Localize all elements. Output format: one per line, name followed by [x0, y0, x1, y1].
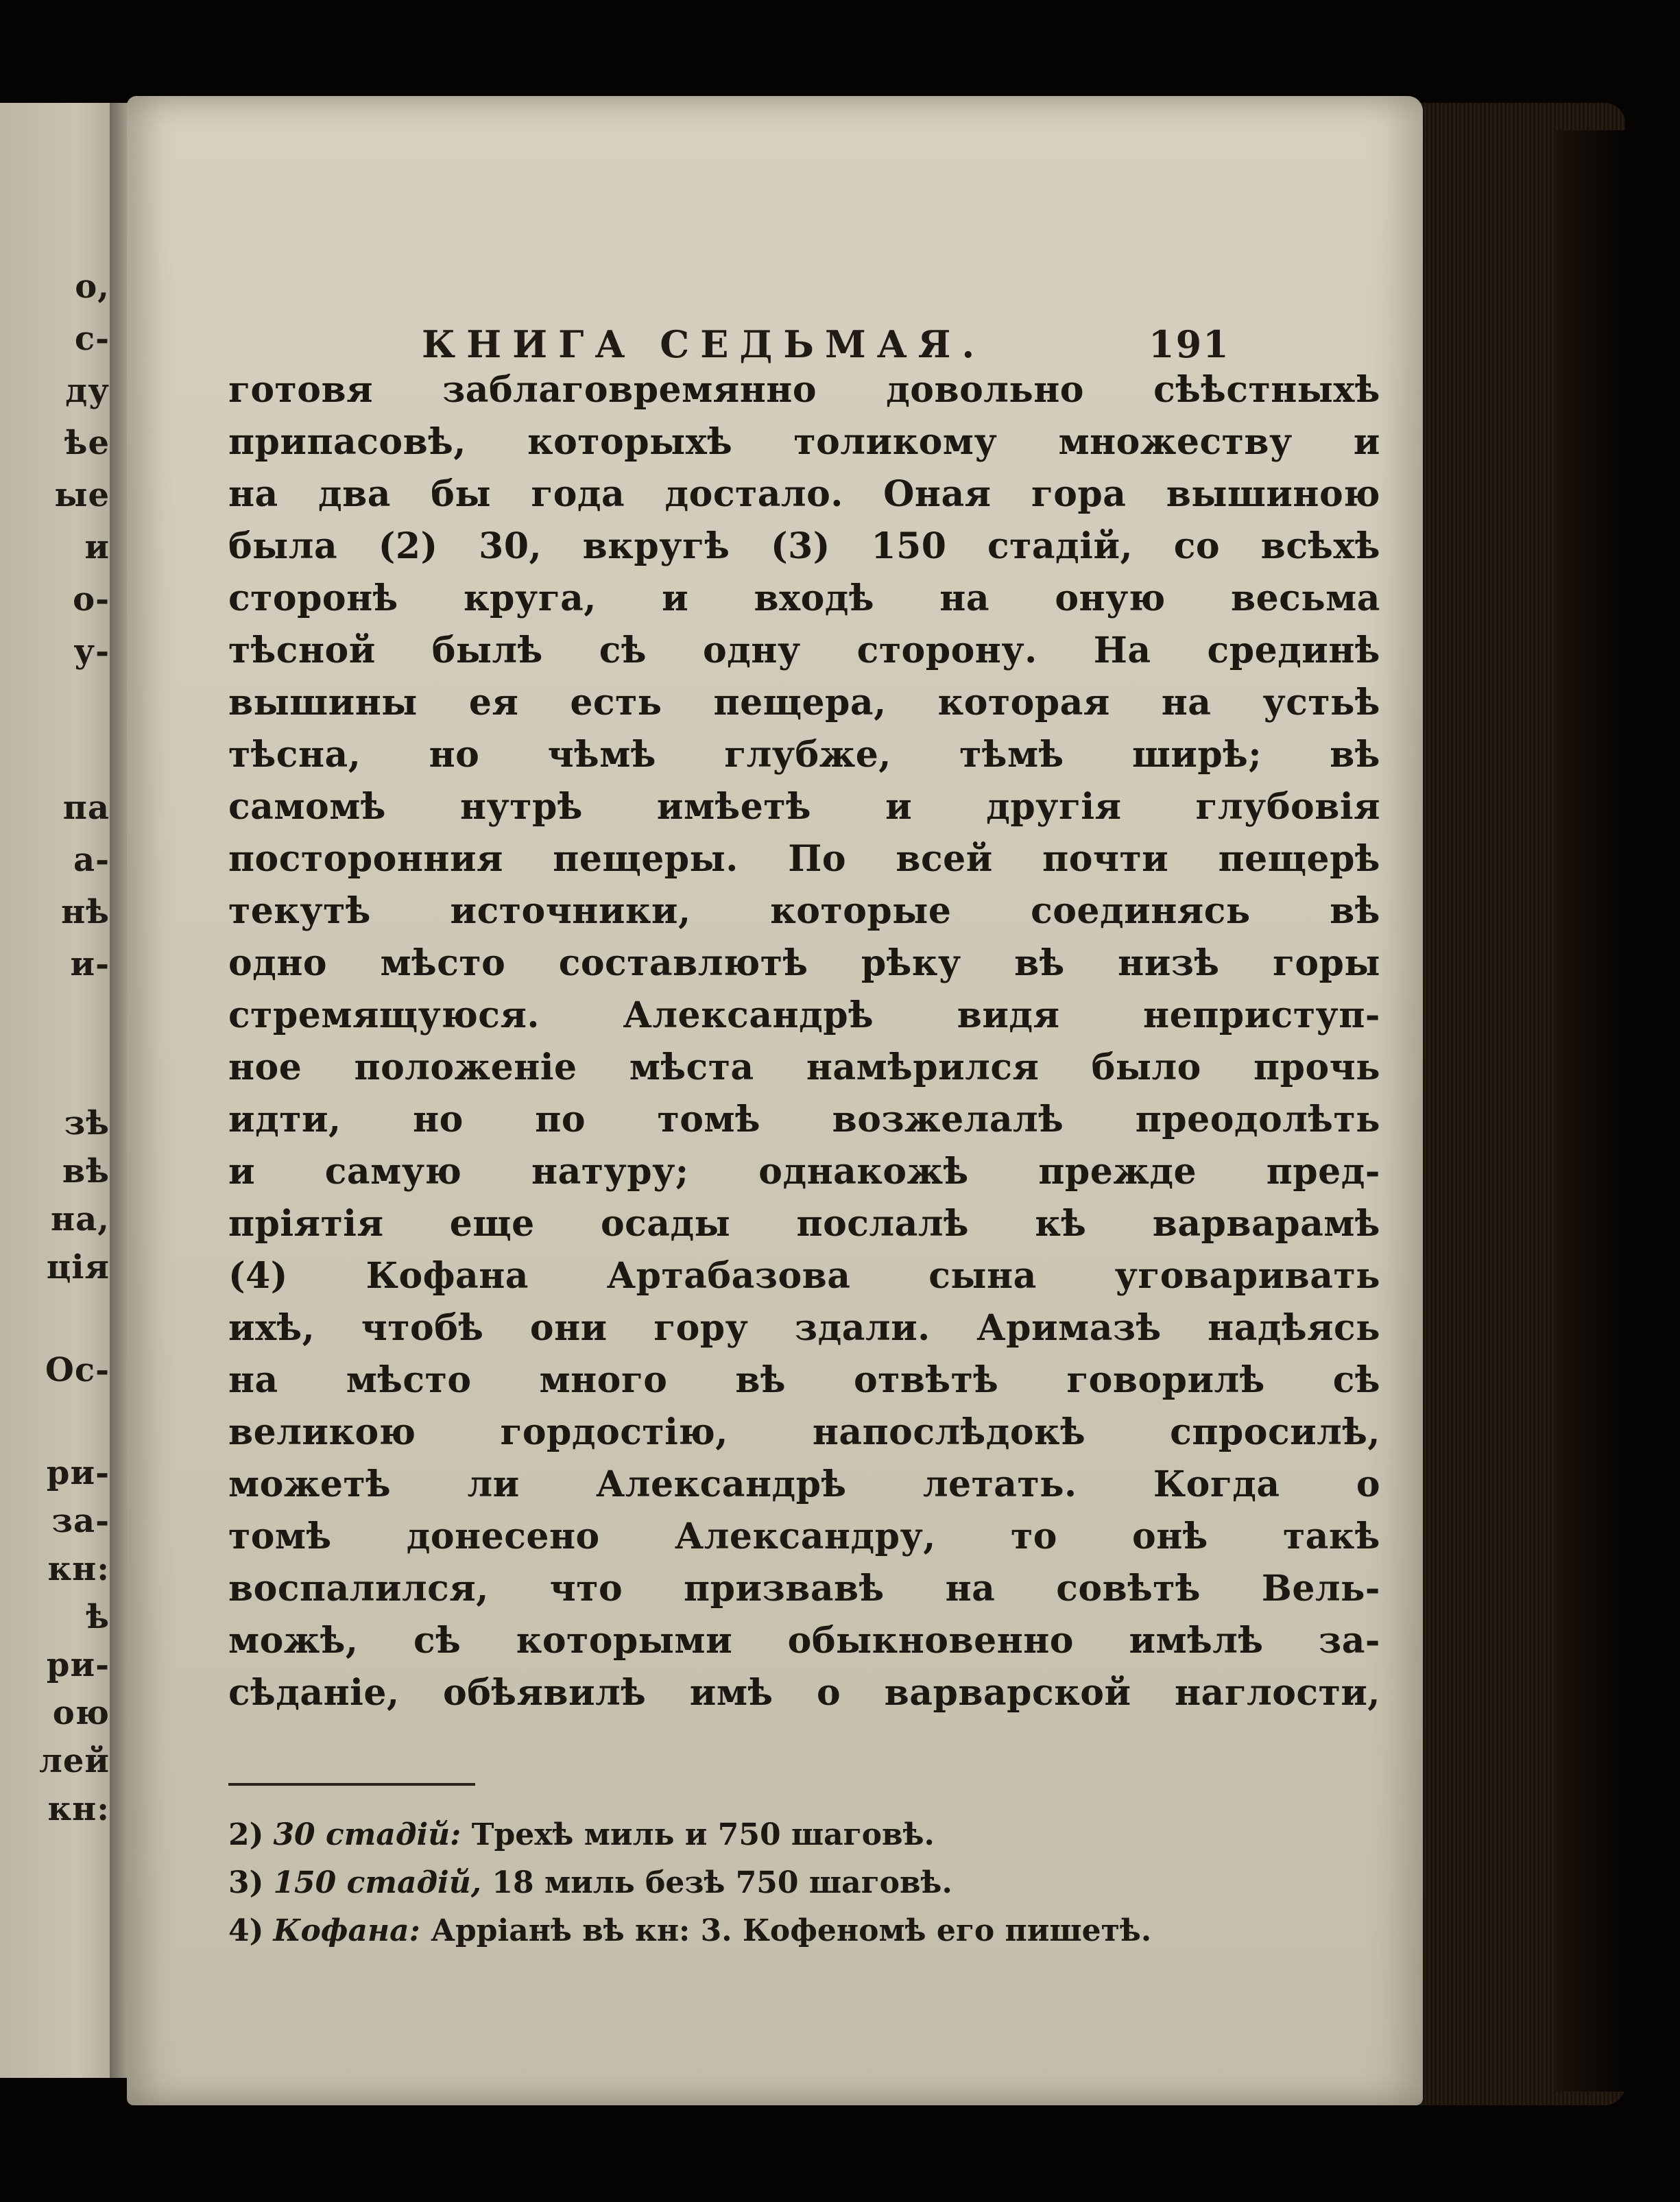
fragment: па	[62, 789, 110, 827]
text-line: вышины ея есть пещера, которая на устьѣ	[228, 682, 1380, 723]
text-line: самомѣ нутрѣ имѣетѣ и другія глубовія	[228, 786, 1380, 828]
footnote-number: 3)	[228, 1865, 264, 1900]
fragment: ѣе	[64, 424, 110, 462]
text-line: стремящуюся. Александрѣ видя неприступ-	[228, 994, 1380, 1036]
fragment: а-	[73, 841, 110, 879]
fragment: за-	[51, 1502, 110, 1540]
fragment: и-	[70, 945, 110, 983]
text-line: одно мѣсто составлютѣ рѣку вѣ низѣ горы	[228, 942, 1380, 984]
fragment: ые	[54, 476, 110, 514]
text-line: великою гордостію, напослѣдокѣ спросилѣ,	[228, 1411, 1380, 1453]
fragment: кн:	[47, 1790, 110, 1828]
fragment: ою	[52, 1694, 110, 1732]
text-line: готовя заблаговремянно довольно сѣѣстныхѣ	[228, 369, 1380, 411]
footnote-rule	[228, 1783, 475, 1786]
fragment: на,	[51, 1200, 110, 1238]
running-title: КНИГА СЕДЬМАЯ.	[422, 322, 986, 366]
text-line: можѣ, сѣ которыми обыкновенно имѣлѣ за-	[228, 1620, 1380, 1662]
text-line: на два бы года достало. Оная гора вышиною	[228, 473, 1380, 515]
text-line: томѣ донесено Александру, то онѣ такѣ	[228, 1516, 1380, 1557]
text-line: пріятія еще осады послалѣ кѣ варварамѣ	[228, 1203, 1380, 1245]
fragment: вѣ	[62, 1152, 110, 1190]
text-line: текутѣ источники, которые соединясь вѣ	[228, 890, 1380, 932]
text-line: посторонния пещеры. По всей почти пещерѣ	[228, 838, 1380, 880]
text-line: припасовѣ, которыхѣ толикому множеству и	[228, 421, 1380, 463]
text-line: тѣсна, но чѣмѣ глубже, тѣмѣ ширѣ; вѣ	[228, 734, 1380, 776]
fragment: зѣ	[64, 1104, 110, 1142]
text-line: сторонѣ круга, и входѣ на оную весьма	[228, 577, 1380, 619]
page-number: 191	[1149, 322, 1230, 366]
fragment: Ос-	[45, 1351, 110, 1389]
book-cover-edge	[1557, 130, 1625, 2092]
fragment: у-	[73, 632, 110, 671]
fragment: о,	[75, 267, 110, 306]
text-line: (4) Кофана Артабазова сына уговаривать	[228, 1255, 1380, 1297]
fragment: лей	[39, 1742, 110, 1780]
footnote-number: 4)	[228, 1913, 264, 1948]
fragment: о-	[73, 580, 110, 619]
footnote-text: 18 миль безѣ 750 шаговѣ.	[492, 1865, 952, 1900]
footnote-text: Арріанѣ вѣ кн: 3. Кофеномѣ его пишетѣ.	[431, 1913, 1152, 1948]
text-line: и самую натуру; однакожѣ прежде пред-	[228, 1151, 1380, 1193]
text-line: идти, но по томѣ возжелалѣ преодолѣть	[228, 1099, 1380, 1140]
text-line: ихѣ, чтобѣ они гору здали. Аримазѣ надѣясь	[228, 1307, 1380, 1349]
fragment: с-	[74, 320, 110, 358]
text-line: была (2) 30, вкругѣ (3) 150 стадій, со всѣхѣ	[228, 525, 1380, 567]
text-line: на мѣсто много вѣ отвѣтѣ говорилѣ сѣ	[228, 1359, 1380, 1401]
text-line: сѣданіе, обѣявилѣ имѣ о варварской наглости,	[228, 1672, 1380, 1714]
footnote-term: 150 стадій,	[273, 1865, 482, 1900]
fragment: нѣ	[61, 893, 110, 931]
fragment: кн:	[47, 1550, 110, 1588]
fragment: ри-	[46, 1646, 110, 1684]
footnote-term: 30 стадій:	[273, 1817, 461, 1852]
fragment: ція	[46, 1248, 110, 1287]
text-line: воспалился, что призвавѣ на совѣтѣ Вель-	[228, 1568, 1380, 1609]
fragment: ду	[65, 372, 110, 410]
text-line: можетѣ ли Александрѣ летать. Когда о	[228, 1463, 1380, 1505]
fragment: ѣ	[86, 1598, 110, 1636]
fragment: ри-	[46, 1454, 110, 1492]
footnote	[228, 1865, 952, 1909]
footnote	[228, 1817, 935, 1861]
page-header	[127, 322, 1423, 370]
fragment: и	[84, 528, 110, 566]
text-line: тѣсной былѣ сѣ одну сторону. На срединѣ	[228, 630, 1380, 671]
footnote	[228, 1913, 1151, 1957]
text-line: ное положеніе мѣста намѣрился было прочь	[228, 1046, 1380, 1088]
footnote-number: 2)	[228, 1817, 264, 1852]
footnote-text: Трехѣ миль и 750 шаговѣ.	[471, 1817, 935, 1852]
book-page	[127, 96, 1423, 2105]
footnote-term: Кофана:	[273, 1913, 420, 1948]
